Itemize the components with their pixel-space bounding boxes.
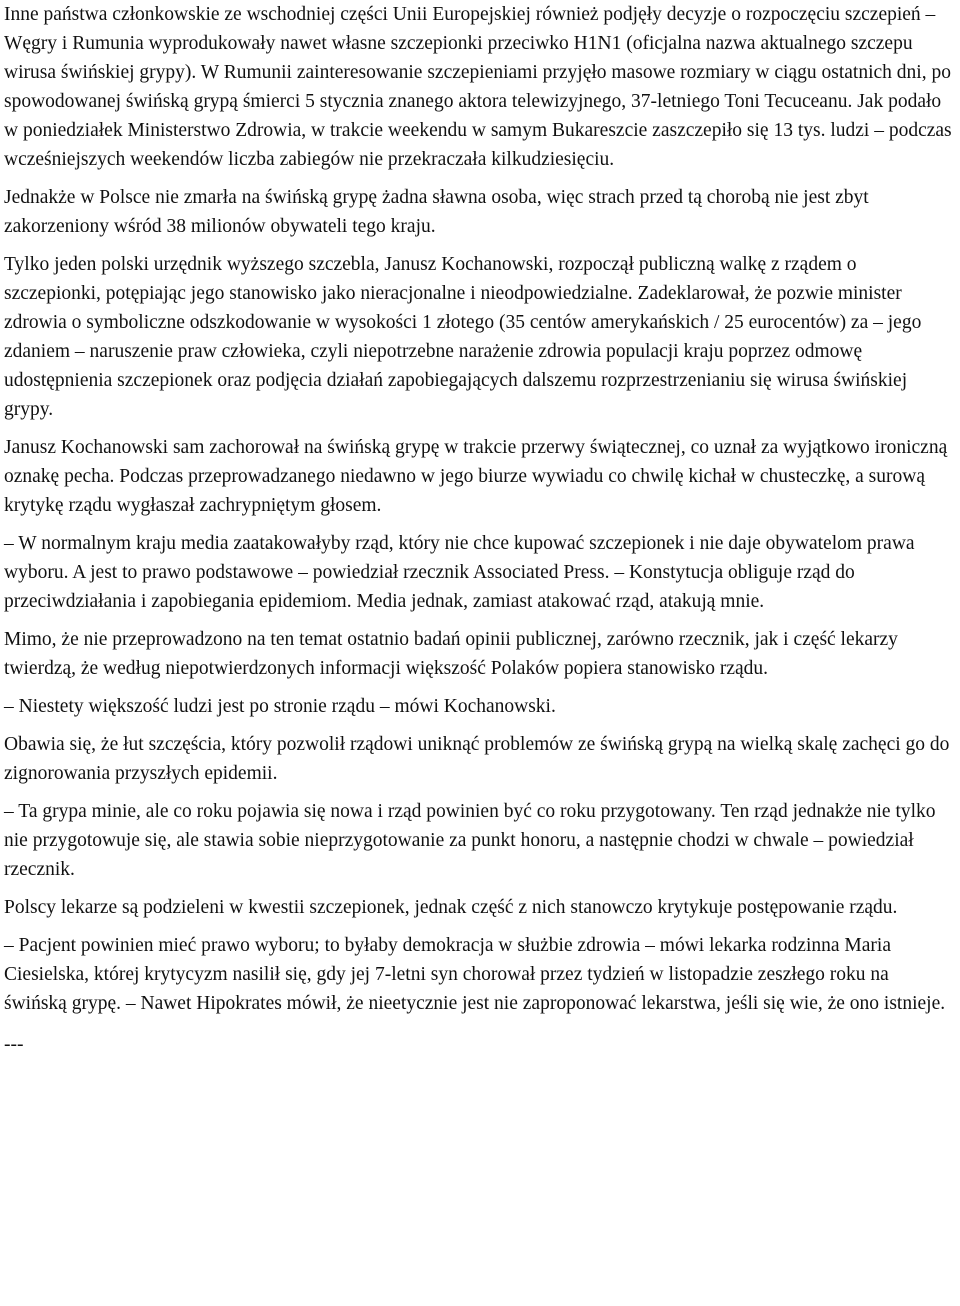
section-separator: --- [4, 1034, 24, 1055]
paragraph-kochanowski-illness: Janusz Kochanowski sam zachorował na świńską grypę w trakcie przerwy świątecznej, co uznał za wyjątkowo ironiczną oznakę pecha. Podczas przeprowadzanego niedawno w jego biurze wywiadu co chwilę kichał w chusteczkę, a surową krytykę rządu wygłaszał zachrypniętym głosem. [4, 437, 948, 516]
paragraph-quote-media: – W normalnym kraju media zaatakowałyby rząd, który nie chce kupować szczepionek i nie daje obywatelom prawa wyboru. A jest to prawo podstawowe – powiedział rzecznik Associated Press. – Konstytucja obliguje rząd do przeciwdziałania i zapobiegania epidemiom. Media jednak, zamiast atakować rząd, atakują mnie. [4, 533, 915, 612]
paragraph-quote-flu-will-pass: – Ta grypa minie, ale co roku pojawia się nowa i rząd powinien być co roku przygotowany. Ten rząd jednakże nie tylko nie przygotowuje się, ale stawia sobie nieprzygotowanie za punkt honoru, a następnie chodzi w chwale – powiedział rzecznik. [4, 801, 936, 880]
paragraph-romania-vaccination: Inne państwa członkowskie ze wschodniej części Unii Europejskiej również podjęły decyzje o rozpoczęciu szczepień – Węgry i Rumunia wyprodukowały nawet własne szczepionki przeciwko H1N1 (oficjalna nazwa aktualnego szczepu wirusa świńskiej grypy). W Rumunii zainteresowanie szczepieniami przyjęło masowe rozmiary w ciągu ostatnich dni, po spowodowanej świńską grypą śmierci 5 stycznia znanego aktora telewizyjnego, 37-letniego Toni Tecuceanu. Jak podało w poniedziałek Ministerstwo Zdrowia, w trakcie weekendu w samym Bukareszcie zaszczepiło się 13 tys. ludzi – podczas wcześniejszych weekendów liczba zabiegów nie przekraczała kilkudziesięciu. [4, 4, 952, 170]
paragraph-quote-ciesielska: – Pacjent powinien mieć prawo wyboru; to byłaby demokracja w służbie zdrowia – mówi lekarka rodzinna Maria Ciesielska, której krytycyzm nasilił się, gdy jej 7-letni syn chorował przez tydzień w listopadzie zeszłego roku na świńską grypę. – Nawet Hipokrates mówił, że nieetycznie jest nie zaproponować lekarstwa, jeśli się wie, że ono istnieje. [4, 935, 946, 1014]
paragraph-quote-unfortunately: – Niestety większość ludzi jest po stronie rządu – mówi Kochanowski. [4, 696, 556, 717]
paragraph-doctors-divided: Polscy lekarze są podzieleni w kwestii szczepionek, jednak część z nich stanowczo krytykuje postępowanie rządu. [4, 897, 898, 918]
paragraph-poland-no-famous-death: Jednakże w Polsce nie zmarła na świńską grypę żadna sławna osoba, więc strach przed tą chorobą nie jest zbyt zakorzeniony wśród 38 milionów obywateli tego kraju. [4, 187, 869, 237]
paragraph-kochanowski-lawsuit: Tylko jeden polski urzędnik wyższego szczebla, Janusz Kochanowski, rozpoczął publiczną walkę z rządem o szczepionki, potępiając jego stanowisko jako nieracjonalne i nieodpowiedzialne. Zadeklarował, że pozwie minister zdrowia o symboliczne odszkodowanie w wysokości 1 złotego (35 centów amerykańskich / 25 eurocentów) za – jego zdaniem – naruszenie praw człowieka, czyli niepotrzebne narażenie zdrowia populacji kraju poprzez odmowę udostępnienia szczepionek oraz podjęcia działań zapobiegających dalszemu rozprzestrzenianiu się wirusa świńskiej grypy. [4, 254, 922, 420]
document-body [4, 0, 956, 1059]
paragraph-public-opinion: Mimo, że nie przeprowadzono na ten temat ostatnio badań opinii publicznej, zarówno rzecznik, jak i część lekarzy twierdzą, że według niepotwierdzonych informacji większość Polaków popiera stanowisko rządu. [4, 629, 898, 679]
paragraph-future-epidemics: Obawia się, że łut szczęścia, który pozwolił rządowi uniknąć problemów ze świńską grypą na wielką skalę zachęci go do zignorowania przyszłych epidemii. [4, 734, 950, 784]
